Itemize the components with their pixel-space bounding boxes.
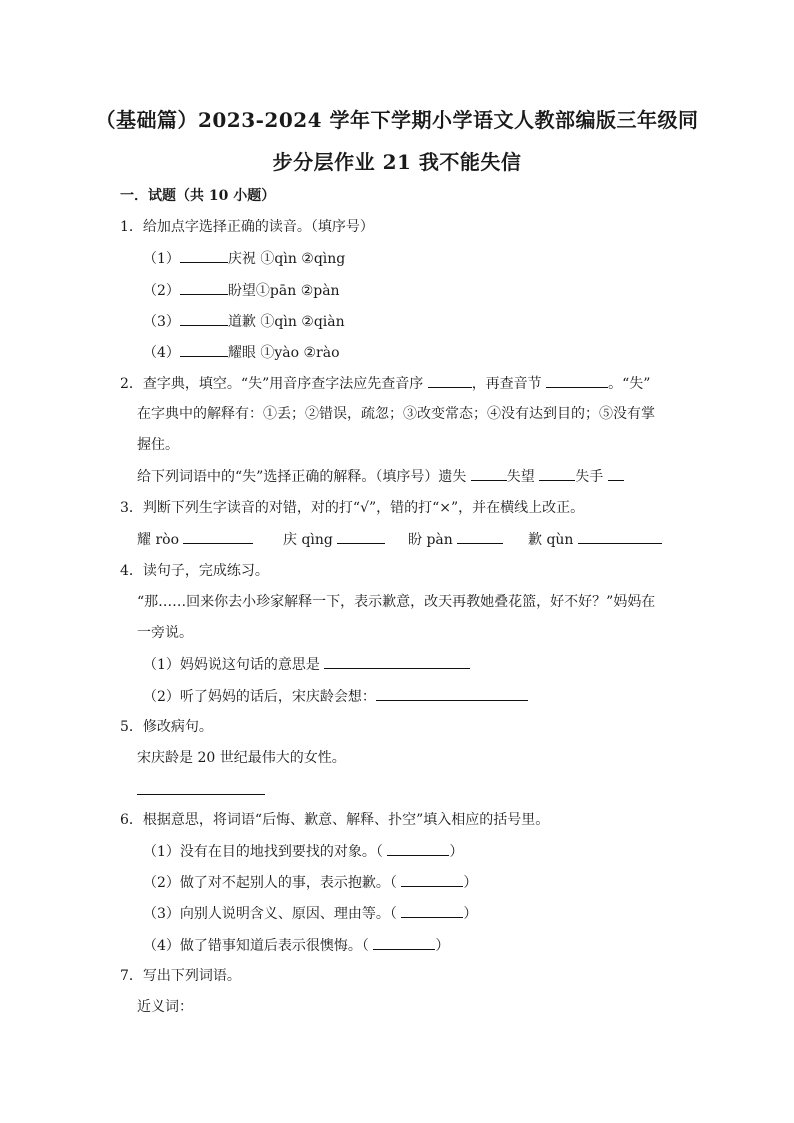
answer-blank[interactable]: [180, 342, 228, 357]
item-word: 庆祝: [227, 251, 256, 267]
answer-blank[interactable]: [324, 654, 470, 669]
q2-text-b: ，再查音节: [471, 376, 542, 392]
item-options: ①qìn ②qiàn: [260, 314, 345, 330]
q5-stem: 5．修改病句。: [120, 719, 213, 735]
q4-quote-line1: “那……回来你去小珍家解释一下，表示歉意，改天再教她叠花篮，好不好？”妈妈在: [137, 594, 656, 610]
item-number: （3）: [143, 314, 180, 330]
item-text: （2）做了对不起别人的事，表示抱歉。（: [143, 875, 397, 891]
item-options: ①pān ②pàn: [255, 283, 340, 299]
item-text: （1）没有在目的地找到要找的对象。（: [143, 844, 383, 860]
section-heading: 一．试题（共 10 小题）: [120, 188, 276, 204]
q3-item-3: [408, 529, 503, 550]
answer-blank[interactable]: [428, 373, 472, 388]
q4-sub2: [143, 686, 528, 707]
answer-blank[interactable]: [137, 793, 265, 795]
answer-blank[interactable]: [180, 248, 228, 263]
q3-item-2: [283, 529, 385, 550]
q1-item-2: [143, 280, 340, 301]
q4-sub1: [143, 654, 470, 675]
q2-line2: 在字典中的解释有：①丢；②错误，疏忽；③改变常态；④没有达到目的；⑤没有掌: [137, 406, 655, 422]
item-options: ①qìn ②qìng: [260, 251, 346, 267]
q2-line4: [137, 466, 624, 487]
item-text: 耀 ròo: [137, 532, 179, 548]
item-word: 耀眼: [227, 345, 256, 361]
answer-blank[interactable]: [608, 466, 624, 481]
q2-text: 给下列词语中的“失”选择正确的解释。（填序号）遗失: [137, 469, 467, 485]
close-paren: ）: [449, 844, 464, 860]
item-text: 盼 pàn: [408, 532, 453, 548]
q6-stem: 6．根据意思，将词语“后悔、歉意、解释、扑空”填入相应的括号里。: [120, 812, 550, 828]
item-text: 歉 qùn: [528, 532, 574, 548]
q2-line1: [120, 373, 650, 394]
answer-blank[interactable]: [578, 529, 662, 544]
q2-line3: 握住。: [137, 437, 179, 453]
answer-blank[interactable]: [180, 311, 228, 326]
answer-blank[interactable]: [539, 466, 575, 481]
q1-item-4: [143, 342, 340, 363]
close-paren: ）: [463, 906, 478, 922]
close-paren: ）: [435, 938, 450, 954]
answer-blank[interactable]: [387, 841, 449, 856]
answer-blank[interactable]: [401, 903, 463, 918]
answer-blank[interactable]: [471, 466, 507, 481]
q4-stem: 4．读句子，完成练习。: [120, 563, 269, 579]
q2-text: 失手: [575, 469, 604, 485]
q3-item-1: [137, 529, 253, 550]
item-number: （2）: [143, 283, 180, 299]
item-word: 道歉: [227, 314, 256, 330]
answer-blank[interactable]: [183, 529, 253, 544]
q3-stem: 3．判断下列生字读音的对错，对的打“√”，错的打“×”，并在横线上改正。: [120, 500, 585, 516]
q3-item-4: [528, 529, 662, 550]
q2-text-c: 。“失”: [608, 376, 651, 392]
q4-quote-line2: 一旁说。: [137, 625, 193, 641]
sub-question: （1）妈妈说这句话的意思是: [143, 657, 320, 673]
item-text: （4）做了错事知道后表示很懊悔。（: [143, 938, 369, 954]
answer-blank[interactable]: [337, 529, 385, 544]
q1-item-1: [143, 248, 345, 269]
answer-blank[interactable]: [180, 280, 228, 295]
item-number: （1）: [143, 251, 180, 267]
q5-sentence: 宋庆龄是 20 世纪最伟大的女性。: [137, 750, 346, 766]
q6-item-4: [143, 935, 449, 956]
answer-blank[interactable]: [373, 935, 435, 950]
item-word: 盼望: [227, 283, 256, 299]
answer-blank[interactable]: [457, 529, 503, 544]
item-text: 庆 qìng: [283, 532, 333, 548]
answer-blank[interactable]: [401, 872, 463, 887]
item-text: （3）向别人说明含义、原因、理由等。（: [143, 906, 397, 922]
q1-stem: 1．给加点字选择正确的读音。（填序号）: [120, 219, 374, 235]
q2-text: 失望: [506, 469, 535, 485]
item-options: ①yào ②rào: [260, 345, 340, 361]
document-title-line2: 步分层作业 21 我不能失信: [272, 150, 522, 174]
answer-blank[interactable]: [546, 373, 608, 388]
close-paren: ）: [463, 875, 478, 891]
q6-item-2: [143, 872, 477, 893]
sub-question: （2）听了妈妈的话后，宋庆龄会想：: [143, 689, 376, 705]
q7-sub: 近义词：: [137, 999, 193, 1015]
document-title-line1: （基础篇）2023-2024 学年下学期小学语文人教部编版三年级同: [95, 108, 699, 132]
item-number: （4）: [143, 345, 180, 361]
answer-blank[interactable]: [376, 686, 528, 701]
q7-stem: 7．写出下列词语。: [120, 968, 241, 984]
q6-item-3: [143, 903, 477, 924]
q1-item-3: [143, 311, 345, 332]
q2-text-a: 2．查字典，填空。“失”用音序查字法应先查音序: [120, 376, 424, 392]
q6-item-1: [143, 841, 463, 862]
